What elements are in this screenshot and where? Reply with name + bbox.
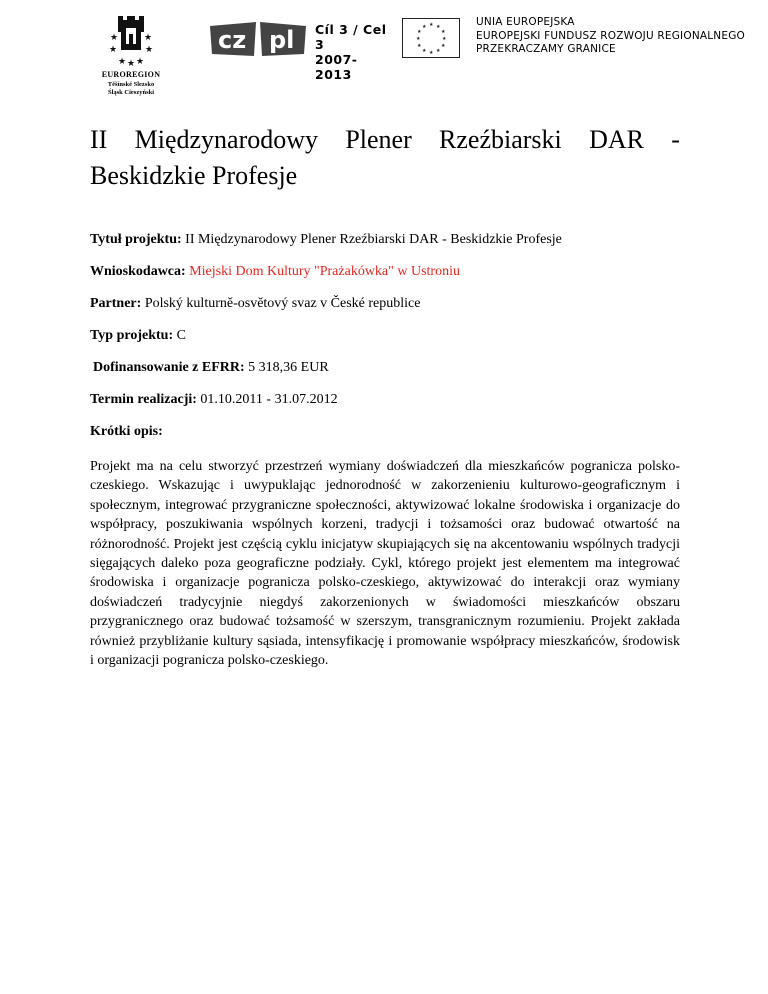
eu-fund-label: EUROPEJSKI FUNDUSZ ROZWOJU REGIONALNEGO [476, 29, 745, 42]
svg-text:★: ★ [109, 44, 118, 54]
svg-text:★: ★ [436, 48, 441, 54]
svg-text:★: ★ [136, 56, 145, 66]
project-type-label: Typ projektu: [90, 328, 174, 343]
title-line-1 [90, 122, 680, 158]
svg-text:★: ★ [441, 43, 446, 49]
title-word: DAR [589, 125, 644, 154]
svg-text:★: ★ [436, 24, 441, 30]
svg-text:★: ★ [441, 29, 446, 35]
funding-value: 5 318,36 EUR [248, 360, 329, 375]
euroregion-logo [92, 14, 170, 98]
svg-text:★: ★ [416, 36, 421, 42]
castle-tower-icon [106, 14, 156, 68]
euroregion-subtitle-cz: Těšínské Slezsko [107, 81, 155, 88]
project-type-row [90, 320, 680, 352]
title-word: Plener [345, 125, 412, 154]
svg-text:★: ★ [429, 22, 434, 28]
eu-union-label: UNIA EUROPEJSKA [476, 16, 575, 28]
svg-text:★: ★ [442, 36, 447, 42]
partner-value: Polský kulturně-osvětový svaz v České republice [144, 296, 421, 311]
czpl-logo-pl: pl [269, 26, 295, 54]
svg-text:★: ★ [110, 32, 119, 42]
czpl-logo [208, 20, 308, 58]
term-label: Termin realizacji: [90, 392, 197, 407]
funding-row [90, 352, 680, 384]
title-word: - [671, 125, 680, 154]
project-description: Projekt ma na celu stworzyć przestrzeń wymiany doświadczeń dla mieszkańców pogranicza polsko-czeskiego. Wskazując i uwypuklając jednorodność w zakorzenieniu kulturowo-geograficznym i społecznym, integrować przygraniczne społeczności, aktywizować lokalne środowiska i organizacje do współpracy, poszukiwania wspólnych korzeni, tradycji i tożsamości oraz budować otwartość na różnorodność. Projekt jest częścią cyklu inicjatyw skupiających się na akcentowaniu wspólnych tradycji sięgających daleko poza geograficzne podziały. Cykl, którego projekt jest elementem ma integrować środowiska i organizacje pogranicza polsko-czeskiego, aktywizować do interakcji oraz wymiany doświadczeń tradycyjnie niegdyś zakorzenionych w świadomości mieszkańców obszaru przygranicznego oraz budować tożsamość w szerszym, transgranicznym rozumieniu. Projekt zakłada również przybliżanie kultury sąsiada, intensyfikację i promowanie współpracy mieszkańców, środowisk i organizacji pogranicza polsko-czeskiego. [90, 459, 680, 669]
partner-label: Partner: [90, 296, 142, 311]
project-type-value: C [176, 328, 186, 343]
cil-cel-years: 2007-2013 [315, 52, 358, 82]
project-metadata [90, 224, 680, 448]
applicant-row [90, 256, 680, 288]
eu-slogan: PRZEKRACZAMY GRANICE [476, 43, 616, 55]
euroregion-title: EUROREGION [101, 70, 161, 79]
summary-heading-row [90, 416, 680, 448]
term-value: 01.10.2011 - 31.07.2012 [200, 392, 338, 407]
svg-text:★: ★ [144, 32, 153, 42]
cil-cel-logo [315, 22, 387, 82]
svg-text:★: ★ [422, 24, 427, 30]
cil-cel-line1: Cíl 3 / Cel 3 [315, 22, 387, 52]
svg-text:★: ★ [127, 58, 136, 68]
eu-flag-icon [402, 18, 460, 58]
svg-text:★: ★ [145, 44, 154, 54]
page-title [90, 122, 680, 194]
svg-text:★: ★ [417, 29, 422, 35]
title-word: II [90, 125, 108, 154]
svg-text:★: ★ [429, 50, 434, 56]
czpl-logo-cz: cz [218, 26, 247, 54]
svg-text:★: ★ [417, 43, 422, 49]
applicant-link[interactable]: Miejski Dom Kultury "Prażakówka" w Ustroniu [189, 264, 460, 279]
title-word: Rzeźbiarski [439, 125, 562, 154]
applicant-label: Wnioskodawca: [90, 264, 186, 279]
title-line-2: Beskidzkie Profesje [90, 161, 298, 190]
project-title-value: II Międzynarodowy Plener Rzeźbiarski DAR - Beskidzkie Profesje [185, 232, 562, 247]
title-word: Międzynarodowy [134, 125, 319, 154]
partner-row [90, 288, 680, 320]
svg-text:★: ★ [118, 56, 127, 66]
term-row [90, 384, 680, 416]
summary-label: Krótki opis: [90, 424, 163, 439]
eu-fund-text [476, 16, 756, 57]
svg-text:★: ★ [422, 48, 427, 54]
project-title-row [90, 224, 680, 256]
project-title-label: Tytuł projektu: [90, 232, 182, 247]
funding-label: Dofinansowanie z EFRR: [93, 360, 245, 375]
header-logos [0, 0, 768, 110]
euroregion-subtitle-pl: Śląsk Cieszyński [107, 89, 155, 96]
